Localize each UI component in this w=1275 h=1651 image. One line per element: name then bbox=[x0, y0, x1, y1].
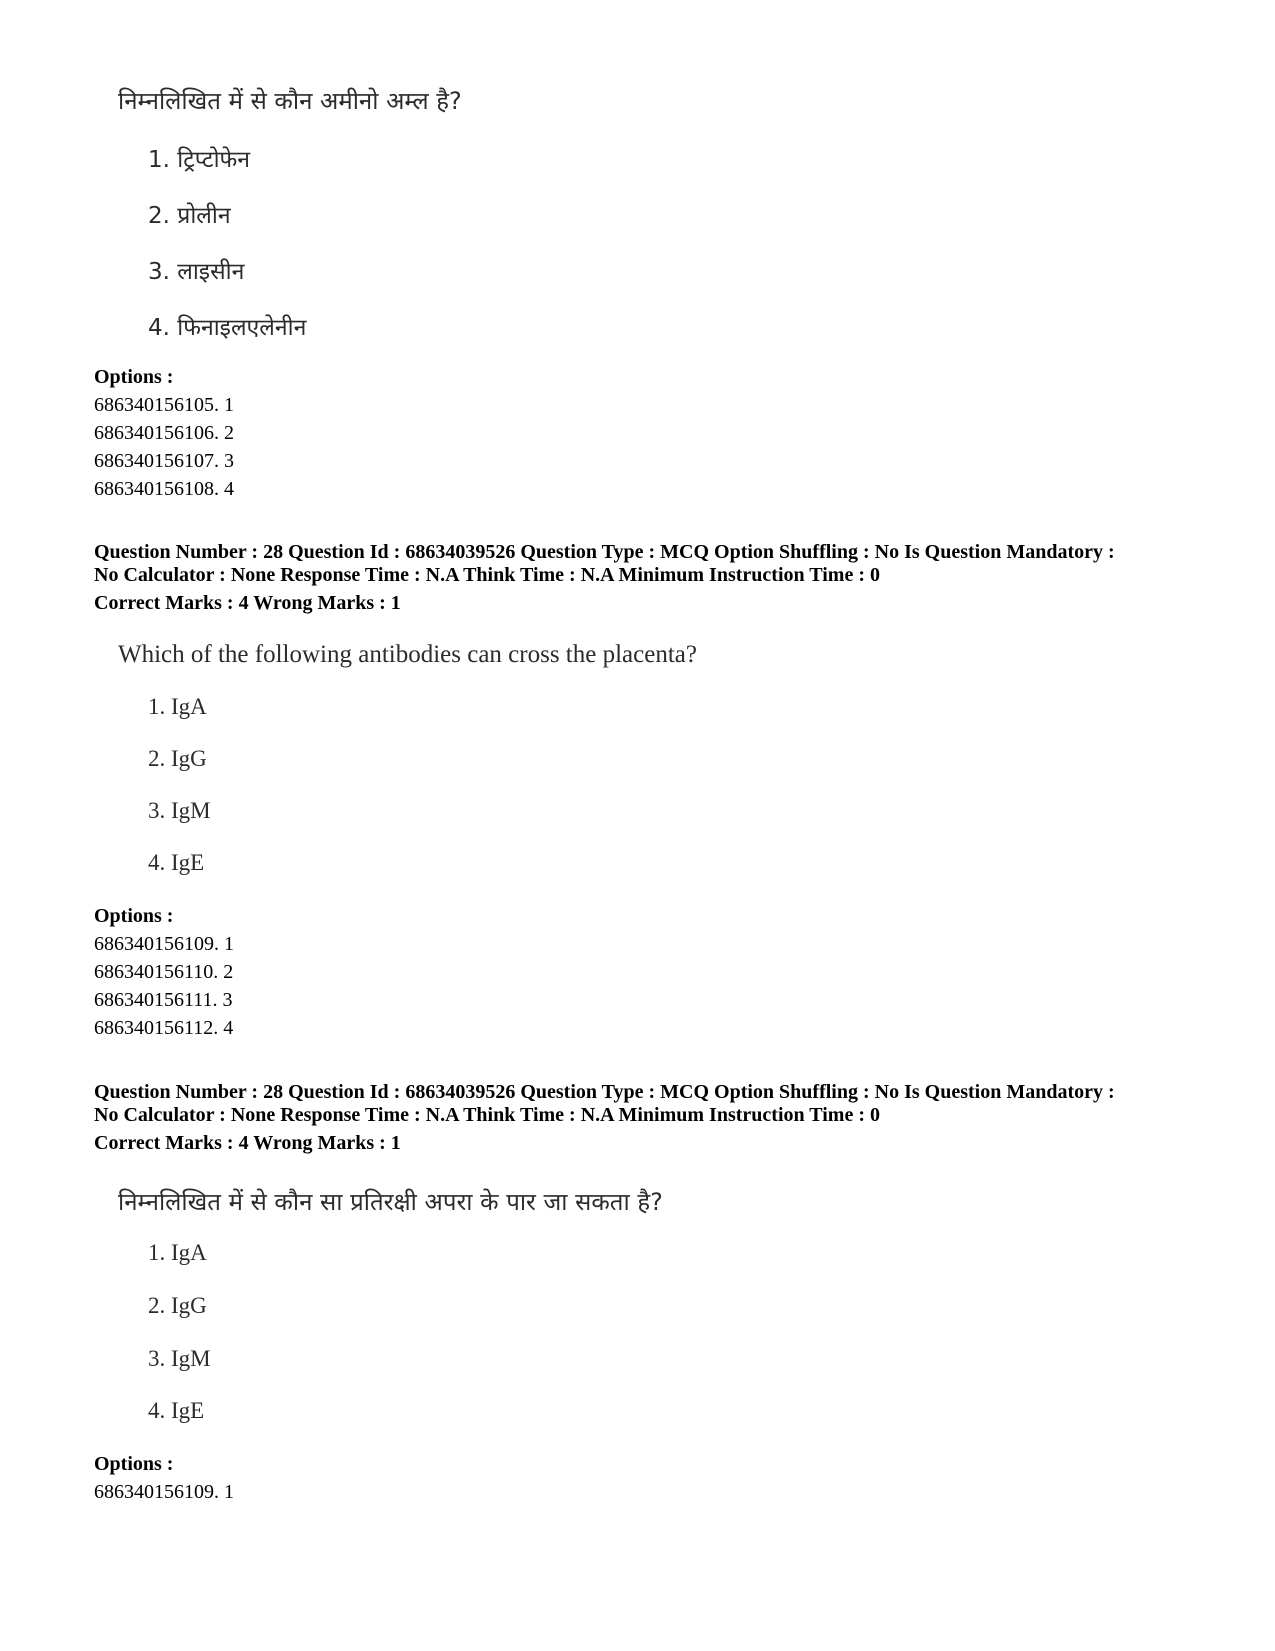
option-line: 686340156108. 4 bbox=[94, 478, 234, 500]
question-marks: Correct Marks : 4 Wrong Marks : 1 bbox=[94, 1132, 401, 1154]
question-text: Which of the following antibodies can cross the placenta? bbox=[118, 641, 697, 668]
choice-item: 1. IgA bbox=[148, 1240, 207, 1265]
choice-item: 1. IgA bbox=[148, 694, 207, 719]
question-text: निम्नलिखित में से कौन सा प्रतिरक्षी अपरा के पार जा सकता है? bbox=[118, 1188, 663, 1216]
question-meta: No Calculator : None Response Time : N.A Think Time : N.A Minimum Instruction Time : 0 bbox=[94, 1104, 880, 1126]
options-heading: Options : bbox=[94, 366, 174, 388]
option-line: 686340156106. 2 bbox=[94, 422, 234, 444]
choice-item: 4. फिनाइलएलेनीन bbox=[148, 315, 307, 341]
option-line: 686340156110. 2 bbox=[94, 961, 234, 983]
choice-item: 3. IgM bbox=[148, 798, 211, 823]
choice-item: 4. IgE bbox=[148, 850, 205, 875]
question-meta: No Calculator : None Response Time : N.A Think Time : N.A Minimum Instruction Time : 0 bbox=[94, 564, 880, 586]
question-meta: Question Number : 28 Question Id : 68634039526 Question Type : MCQ Option Shuffling : No Is Question Mandatory : bbox=[94, 1081, 1115, 1103]
choice-item: 3. लाइसीन bbox=[148, 259, 245, 285]
choice-item: 1. ट्रिप्टोफेन bbox=[148, 147, 251, 173]
question-marks: Correct Marks : 4 Wrong Marks : 1 bbox=[94, 592, 401, 614]
option-line: 686340156111. 3 bbox=[94, 989, 233, 1011]
options-heading: Options : bbox=[94, 1453, 174, 1475]
choice-item: 3. IgM bbox=[148, 1346, 211, 1371]
question-meta: Question Number : 28 Question Id : 68634039526 Question Type : MCQ Option Shuffling : No Is Question Mandatory : bbox=[94, 541, 1115, 563]
option-line: 686340156107. 3 bbox=[94, 450, 234, 472]
option-line: 686340156105. 1 bbox=[94, 394, 234, 416]
option-line: 686340156109. 1 bbox=[94, 1481, 234, 1503]
option-line: 686340156112. 4 bbox=[94, 1017, 234, 1039]
choice-item: 2. IgG bbox=[148, 746, 207, 771]
choice-item: 2. प्रोलीन bbox=[148, 203, 231, 229]
choice-item: 2. IgG bbox=[148, 1293, 207, 1318]
options-heading: Options : bbox=[94, 905, 174, 927]
question-text: निम्नलिखित में से कौन अमीनो अम्ल है? bbox=[118, 87, 462, 115]
choice-item: 4. IgE bbox=[148, 1398, 205, 1423]
option-line: 686340156109. 1 bbox=[94, 933, 234, 955]
